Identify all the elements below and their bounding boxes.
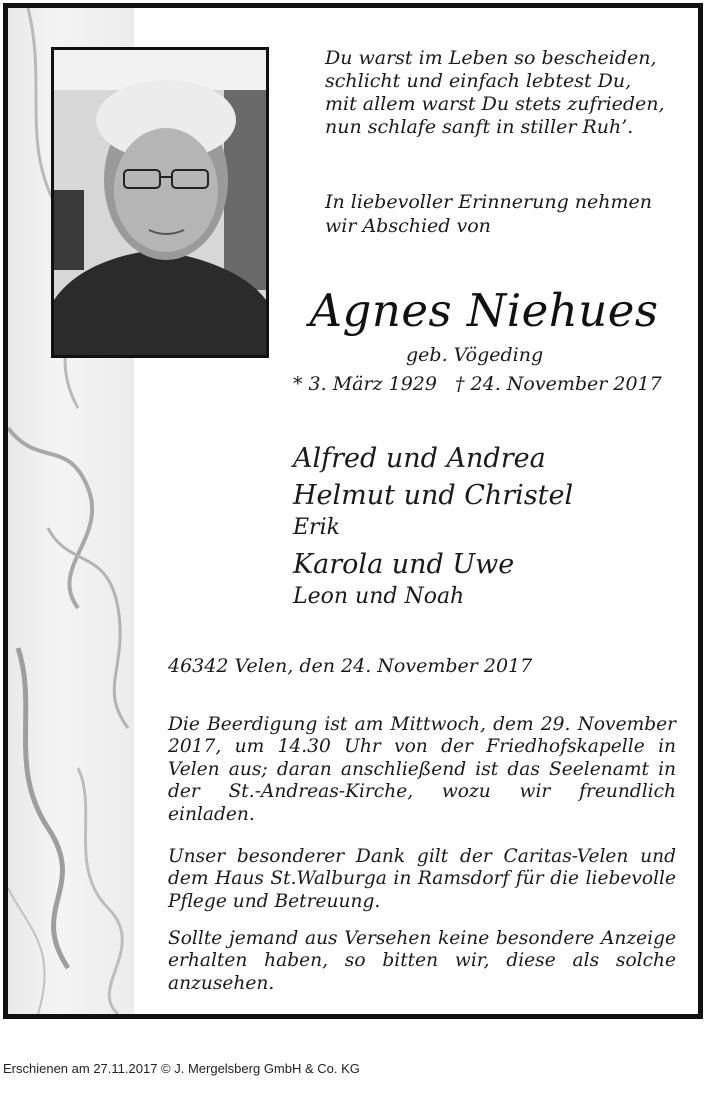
- death-date: † 24. November 2017: [454, 373, 662, 395]
- place-and-date: 46342 Velen, den 24. November 2017: [168, 655, 533, 677]
- family-member: Karola und Uwe: [293, 549, 515, 580]
- intro-line: In liebevoller Erinnerung nehmen: [325, 191, 652, 213]
- obituary-notice: [3, 3, 703, 1019]
- portrait-image: [54, 50, 266, 355]
- poem-line: mit allem warst Du stets zufrieden,: [325, 93, 665, 115]
- life-dates: [293, 373, 662, 395]
- family-child: Erik: [293, 515, 340, 540]
- intro-line: wir Abschied von: [325, 215, 491, 237]
- thanks-paragraph: Unser besonderer Dank gilt der Caritas-Velen und dem Haus St.Walburga in Ramsdorf für die liebevolle Pflege und Betreuung.: [168, 846, 676, 912]
- poem-line: nun schlafe sanft in stiller Ruh’.: [325, 116, 634, 138]
- funeral-details: Die Beerdigung ist am Mittwoch, dem 29. November 2017, um 14.30 Uhr von der Friedhofskapelle in Velen aus; daran anschließend ist das Seelenamt in der St.-Andreas-Kirche, wozu wir freundlich einladen.: [168, 714, 676, 825]
- deceased-name: Agnes Niehues: [309, 284, 659, 337]
- publication-footer: Erschienen am 27.11.2017 © J. Mergelsberg GmbH & Co. KG: [3, 1061, 360, 1076]
- portrait-photo: [51, 47, 269, 358]
- notice-paragraph: Sollte jemand aus Versehen keine besondere Anzeige erhalten haben, so bitten wir, diese als solche anzusehen.: [168, 928, 676, 994]
- farewell-intro: [325, 190, 695, 238]
- birth-date: * 3. März 1929: [293, 373, 437, 395]
- poem-line: Du warst im Leben so bescheiden,: [325, 47, 657, 69]
- family-member: Alfred und Andrea: [293, 443, 546, 474]
- birth-name: geb. Vögeding: [406, 344, 544, 366]
- memorial-poem: [325, 47, 695, 139]
- family-children: Leon und Noah: [293, 584, 465, 609]
- mourning-family: [293, 440, 573, 610]
- poem-line: schlicht und einfach lebtest Du,: [325, 70, 632, 92]
- family-member: Helmut und Christel: [293, 480, 574, 511]
